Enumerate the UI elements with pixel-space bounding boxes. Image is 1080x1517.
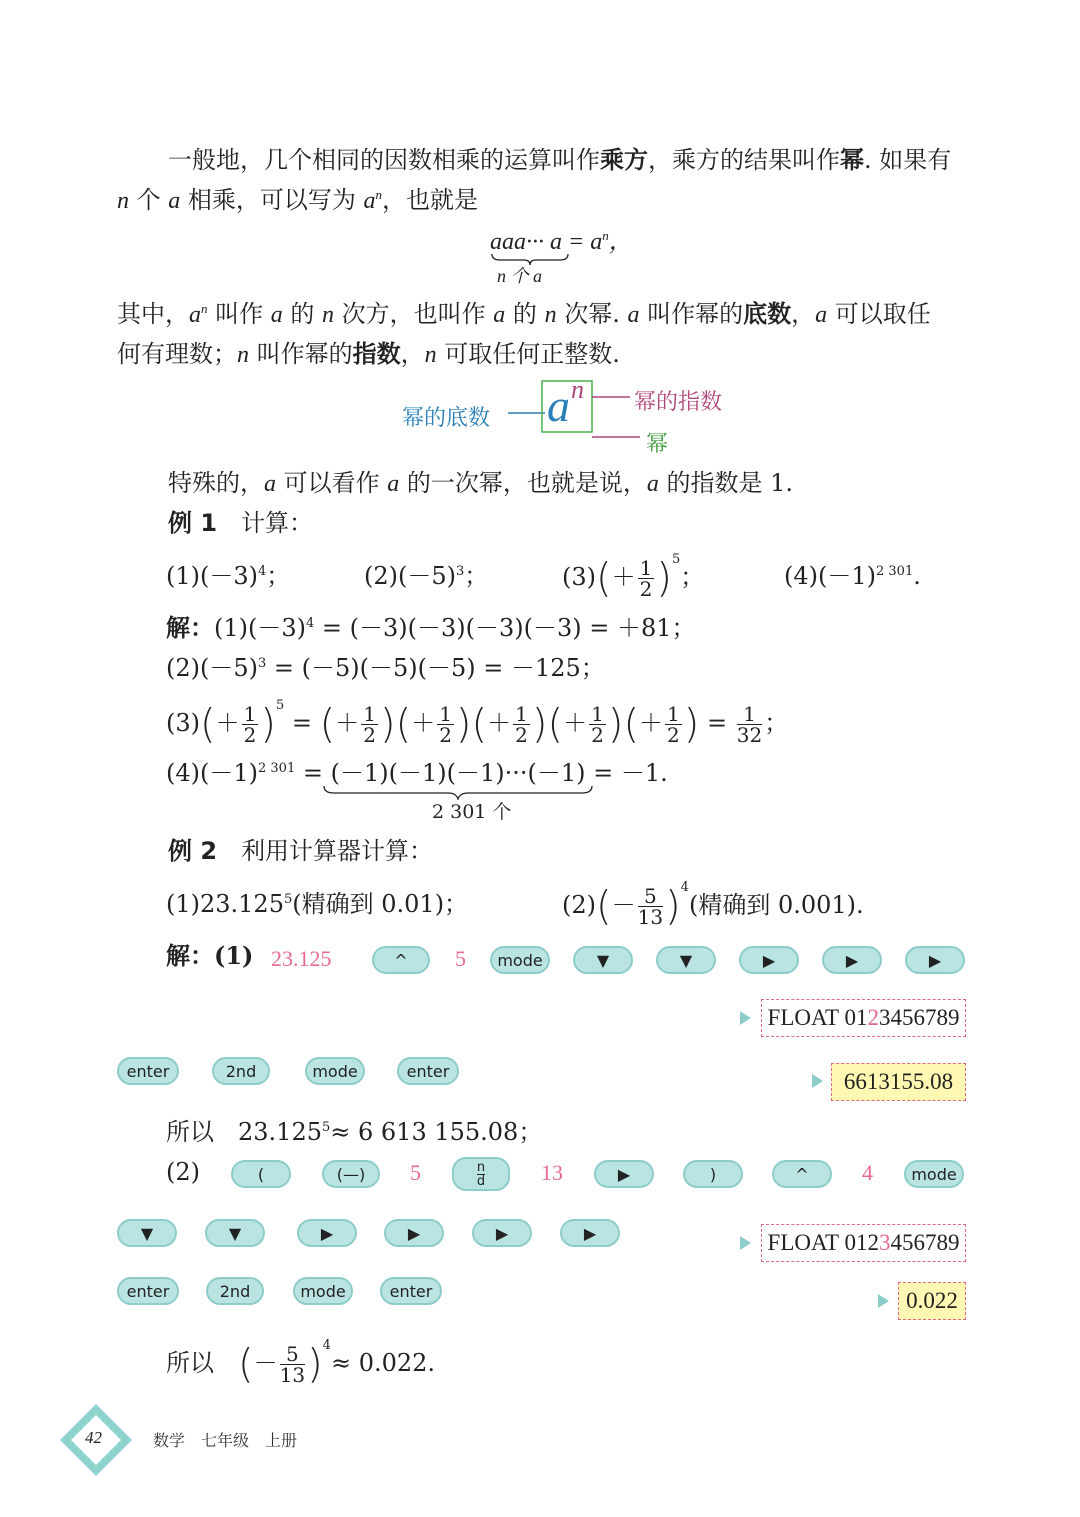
text: (4)(－1) [166, 759, 258, 787]
key-negative[interactable]: (—) [322, 1160, 380, 1188]
fraction [513, 704, 530, 745]
term-chengfang: 乘方 [600, 145, 648, 174]
ex2-sol-label [166, 940, 253, 972]
key-down[interactable]: ▼ [205, 1219, 265, 1247]
den: 2 [363, 723, 376, 747]
text: ＋ [611, 563, 636, 591]
s4-brace-label: 2 301 个 [432, 801, 512, 823]
text: . 如果有 [864, 146, 952, 174]
text: FLOAT 012 [767, 1230, 879, 1255]
key-enter[interactable]: enter [117, 1057, 179, 1085]
var: n [424, 342, 437, 368]
text: ＋ [411, 709, 436, 737]
so1-line [166, 1116, 542, 1148]
fraction [589, 704, 606, 745]
text: FLOAT 01 [767, 1005, 868, 1030]
var: a [646, 471, 659, 497]
sup: 5 [283, 892, 293, 907]
book-title: 数学 七年级 上册 [153, 1431, 298, 1450]
sup: 2 301 [258, 761, 296, 776]
var: a [168, 188, 181, 214]
fraction [280, 1344, 305, 1385]
fraction [242, 704, 259, 745]
text: . [913, 562, 921, 590]
text: 23.125 [238, 1118, 322, 1146]
den: 2 [243, 723, 257, 747]
den: 32 [736, 723, 763, 747]
ex1-q1 [166, 560, 290, 592]
paren: ) [656, 555, 672, 602]
text: 的 [505, 300, 545, 328]
text: 计算： [241, 509, 314, 537]
num: 1 [243, 702, 257, 726]
var: a [270, 302, 283, 328]
input-number: 5 [410, 1160, 421, 1185]
text: 特殊的， [168, 469, 264, 497]
sup: 4 [680, 880, 689, 895]
input-number: 23.125 [271, 946, 336, 972]
paren: ( [623, 701, 640, 748]
example-label: 例 1 [168, 509, 218, 537]
paren: ) [531, 701, 548, 748]
text: 的指数是 1. [658, 469, 794, 497]
den: 2 [591, 723, 604, 747]
text: 相乘，可以写为 [180, 186, 364, 214]
term-mi: 幂 [840, 145, 864, 174]
sup: 3 [258, 656, 267, 671]
key-mode[interactable]: mode [490, 946, 550, 974]
key-down[interactable]: ▼ [117, 1219, 177, 1247]
num: 1 [667, 702, 680, 726]
text: (2)(－5) [166, 654, 258, 682]
example-label: 例 2 [168, 837, 218, 865]
paren: ) [260, 701, 276, 748]
text: ＋ [563, 709, 588, 737]
text: 的一次幂，也就是说， [399, 469, 647, 497]
num: 1 [639, 556, 653, 580]
key-down[interactable]: ▼ [573, 946, 633, 974]
text: (精确到 0.01)； [292, 890, 469, 918]
text: (2) [562, 891, 596, 919]
page-number: 42 [85, 1428, 102, 1447]
text: 所以 [166, 1349, 214, 1377]
var: a [627, 302, 640, 328]
num: 1 [515, 702, 528, 726]
key-mode[interactable]: mode [305, 1057, 365, 1085]
fraction [638, 558, 655, 599]
ex1-q4 [784, 560, 921, 592]
text: ， [608, 229, 633, 255]
key-enter[interactable]: enter [397, 1057, 459, 1085]
sup: n [201, 301, 208, 316]
key-right[interactable]: ▶ [560, 1219, 620, 1247]
text: ≈ 0.022. [330, 1349, 436, 1377]
text: 其中， [117, 300, 189, 328]
paren: ( [596, 883, 612, 930]
text: ； [266, 562, 291, 590]
text: 次方，也叫作 [334, 300, 494, 328]
term-dishu: 底数 [743, 299, 792, 328]
text: = [707, 709, 728, 737]
text: ； [464, 562, 489, 590]
key-right[interactable]: ▶ [472, 1219, 532, 1247]
den: 2 [439, 723, 452, 747]
text: 次幂. [556, 300, 628, 328]
key-right[interactable]: ▶ [384, 1219, 444, 1247]
key-right[interactable]: ▶ [905, 946, 965, 974]
so2-line [166, 1338, 436, 1388]
fraction-n: n [476, 1159, 486, 1175]
paren: ( [547, 701, 564, 748]
paren: ( [596, 555, 612, 602]
text: (1)(－3) [166, 562, 258, 590]
special-line [168, 467, 793, 500]
text: － [611, 891, 636, 919]
num: 1 [591, 702, 604, 726]
input-number: 13 [541, 1160, 563, 1185]
intro-line-4 [117, 338, 620, 371]
text: 利用计算器计算： [241, 837, 434, 865]
var: a [363, 188, 376, 214]
intro-line-3 [117, 298, 931, 331]
var: n [237, 342, 249, 368]
text: 的 [282, 300, 323, 328]
highlight-digit: 3 [878, 1230, 891, 1255]
text: 叫作幂的 [249, 340, 353, 368]
var: a [189, 302, 201, 328]
input-number: 5 [455, 946, 466, 971]
paren: ) [455, 701, 472, 748]
part2-label: (2) [166, 1158, 200, 1186]
var: a [264, 471, 276, 497]
text: ， [791, 300, 816, 328]
key-right[interactable]: ▶ [594, 1160, 654, 1188]
key-down[interactable]: ▼ [656, 946, 716, 974]
text: ； [680, 563, 705, 591]
text: ＋ [215, 709, 240, 737]
key-2nd[interactable]: 2nd [212, 1057, 270, 1085]
key-caret[interactable]: ^ [372, 946, 430, 974]
sup: n [375, 187, 383, 202]
text: 一般地，几个相同的因数相乘的运算叫作 [168, 146, 600, 174]
key-2nd[interactable]: 2nd [206, 1277, 264, 1305]
base-label: 幂的底数 [402, 406, 491, 431]
paren: ( [471, 701, 488, 748]
key-enter[interactable]: enter [117, 1277, 179, 1305]
text: = －1. [585, 759, 668, 787]
var: a [815, 302, 828, 328]
text: 所以 [166, 1118, 214, 1146]
fraction [361, 704, 378, 745]
sup: 4 [322, 1338, 331, 1353]
var: n [544, 302, 557, 328]
example1-title [168, 507, 313, 539]
key-lparen[interactable]: ( [231, 1160, 291, 1188]
var: n [322, 302, 335, 328]
text: ； [764, 709, 789, 737]
text: ， [400, 340, 425, 368]
text: 456789 [890, 1230, 960, 1255]
sup: 2 301 [876, 564, 914, 579]
result-display: 0.022 [898, 1282, 966, 1320]
input-number: 4 [862, 1160, 873, 1185]
arrow-icon [812, 1074, 824, 1088]
text: 叫作幂的 [639, 300, 744, 328]
text: 可取任何正整数. [436, 340, 620, 368]
sup: 5 [671, 552, 681, 567]
paren: ( [200, 701, 216, 748]
text: (3) [562, 563, 596, 591]
var: a [387, 471, 400, 497]
paren: ( [319, 701, 336, 748]
paren: ) [683, 701, 700, 748]
diagram-exp-n: n [571, 375, 584, 404]
fraction [665, 704, 682, 745]
text: (1)23.125 [166, 890, 284, 918]
key-caret[interactable]: ^ [772, 1160, 832, 1188]
paren: ) [307, 1341, 323, 1388]
fraction [437, 704, 454, 745]
paren: ) [607, 701, 624, 748]
ex1-s3 [166, 698, 789, 748]
intro-line-2 [117, 184, 478, 217]
text: (精确到 0.001). [688, 891, 864, 919]
var: n [117, 188, 129, 214]
num: 5 [638, 886, 663, 907]
intro-line-1 [168, 144, 951, 176]
key-rparen[interactable]: ) [683, 1160, 743, 1188]
sup: 5 [275, 698, 285, 713]
ex1-q3 [562, 552, 705, 602]
paren: ( [395, 701, 412, 748]
text: － [253, 1349, 278, 1377]
text: = (－5)(－5)(－5) = －125； [266, 654, 605, 682]
text: (2)(－5) [364, 562, 456, 590]
den: 13 [279, 1363, 306, 1387]
text: ，也就是 [382, 186, 479, 214]
fraction-d: d [476, 1173, 486, 1189]
paren: ) [379, 701, 396, 748]
text: = [291, 709, 312, 737]
diagram-base-a: a [547, 380, 570, 431]
term-zhishu: 指数 [352, 339, 401, 368]
num: 5 [280, 1344, 305, 1365]
product: (－1)(－1)(－1)···(－1) [330, 759, 586, 787]
key-fraction[interactable] [452, 1157, 510, 1191]
sup: n [602, 228, 609, 243]
arrow-icon [740, 1236, 752, 1250]
arrow-icon [878, 1294, 890, 1308]
ex1-q2 [364, 560, 488, 592]
sup: 3 [456, 564, 465, 579]
ex2-q2 [562, 880, 864, 930]
text: 叫作 [207, 300, 271, 328]
brace-label: n 个 a [497, 266, 542, 286]
text: (4)(－1) [784, 562, 876, 590]
num: 1 [439, 702, 452, 726]
ex2-q1 [166, 888, 468, 920]
key-mode[interactable]: mode [293, 1277, 353, 1305]
text: ＋ [335, 709, 360, 737]
text: = [295, 759, 331, 787]
power-label: 幂 [646, 432, 669, 457]
text: (1)(－3) [214, 614, 306, 642]
text: 个 [129, 186, 169, 214]
key-enter[interactable]: enter [380, 1277, 442, 1305]
ex1-s2 [166, 652, 605, 684]
solution-label: 解： [166, 613, 214, 642]
paren: ) [665, 883, 681, 930]
exp-label: 幂的指数 [634, 390, 723, 415]
float-display [761, 999, 966, 1037]
text: ≈ 6 613 155.08； [330, 1118, 543, 1146]
num: 1 [363, 702, 376, 726]
highlight-digit: 2 [867, 1005, 879, 1030]
text: 3456789 [878, 1005, 960, 1030]
power-diagram [0, 375, 1080, 455]
den: 13 [637, 905, 664, 929]
float-display [761, 1224, 966, 1262]
paren: ( [238, 1341, 254, 1388]
text: 可以看作 [276, 469, 388, 497]
fraction [638, 886, 663, 927]
solution-label: 解：(1) [166, 941, 254, 970]
num: 1 [737, 704, 762, 725]
den: 2 [639, 577, 653, 601]
fraction [737, 704, 762, 745]
var: a [493, 302, 506, 328]
example2-title [168, 835, 433, 867]
text: 可以取任 [827, 300, 931, 328]
key-mode[interactable]: mode [904, 1160, 964, 1188]
key-right[interactable]: ▶ [297, 1219, 357, 1247]
text: ＋ [487, 709, 512, 737]
text: (3) [166, 709, 200, 737]
sup: 4 [258, 564, 267, 579]
den: 2 [667, 723, 680, 747]
text: ＋ [639, 709, 664, 737]
key-right[interactable]: ▶ [739, 946, 799, 974]
arrow-icon [740, 1011, 752, 1025]
wave-float1 [117, 1015, 743, 1021]
text: = (－3)(－3)(－3)(－3) = ＋81； [314, 614, 696, 642]
text: ，乘方的结果叫作 [648, 146, 840, 174]
formula: aaa··· a = a [490, 229, 603, 255]
text: 何有理数； [117, 340, 237, 368]
key-right[interactable]: ▶ [822, 946, 882, 974]
sup: 5 [321, 1120, 331, 1135]
den: 2 [515, 723, 528, 747]
ex1-s1 [166, 612, 696, 644]
sup: 4 [306, 616, 315, 631]
result-display: 6613155.08 [831, 1063, 966, 1101]
